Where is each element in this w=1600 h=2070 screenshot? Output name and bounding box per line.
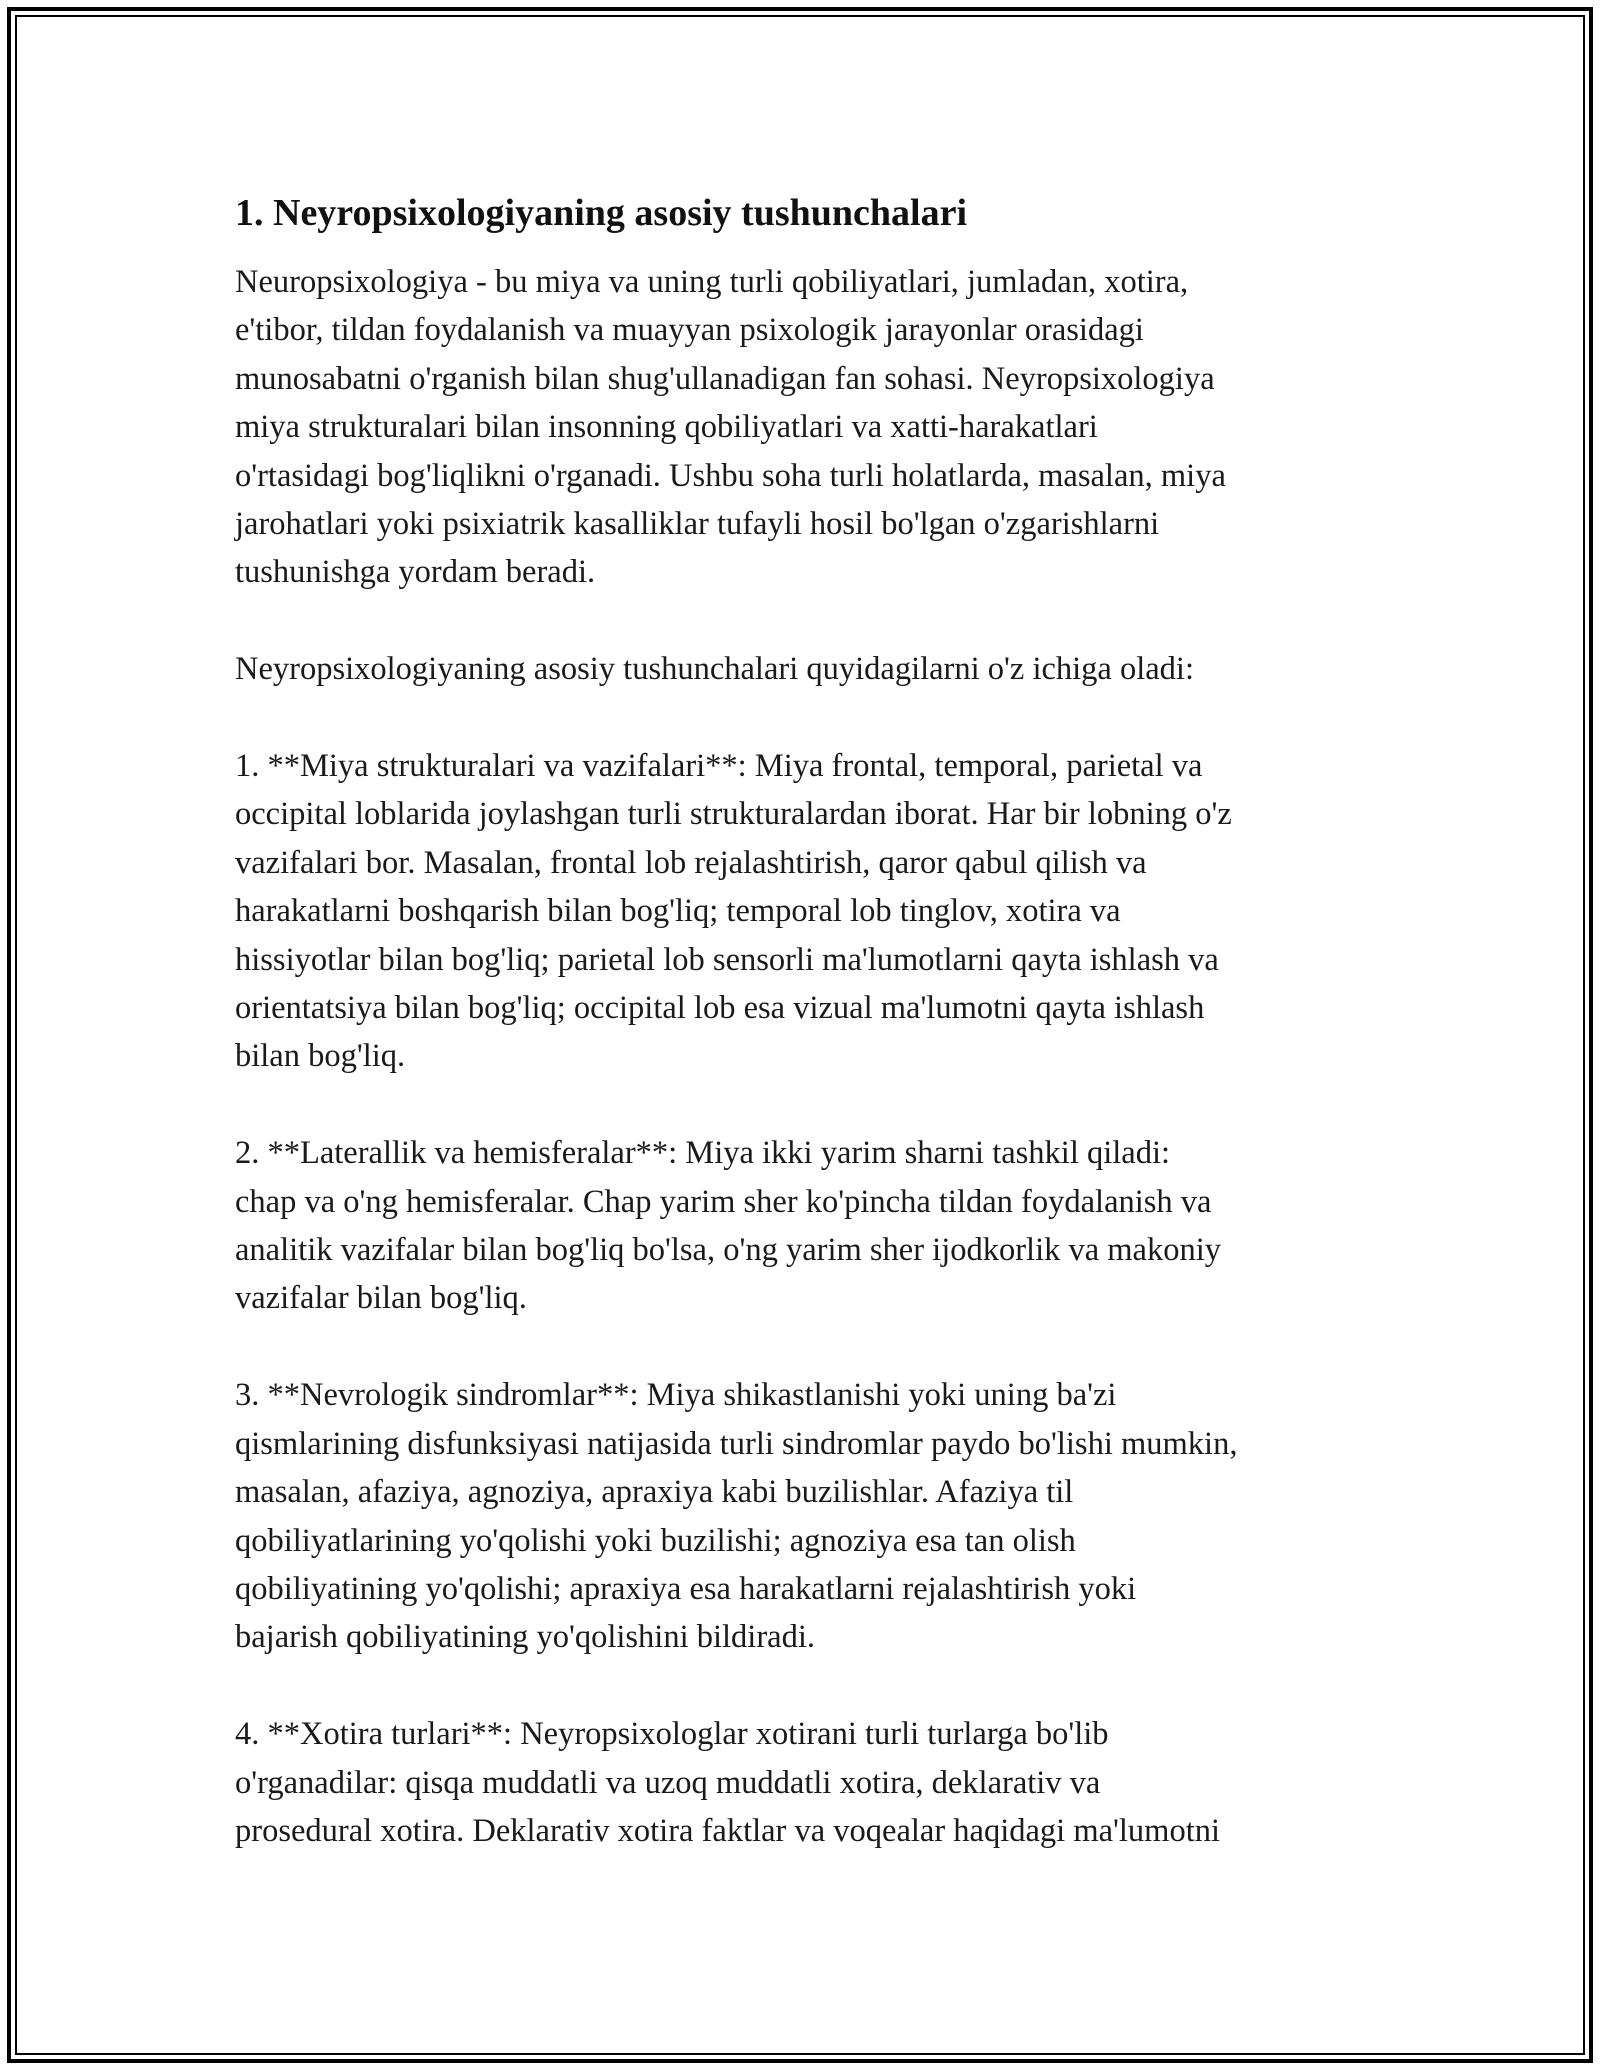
text-line: vazifalar bilan bog'liq.: [235, 1280, 527, 1317]
text-line: masalan, afaziya, agnoziya, apraxiya kabi buzilishlar. Afaziya til: [235, 1474, 1074, 1511]
document-title: 1. Neyropsixologiyaning asosiy tushunchalari: [235, 192, 968, 234]
paragraph: [235, 258, 1395, 597]
text-line: orientatsiya bilan bog'liq; occipital lob esa vizual ma'lumotni qayta ishlash: [235, 990, 1205, 1027]
text-line: qobiliyatlarining yo'qolishi yoki buzilishi; agnoziya esa tan olish: [235, 1522, 1076, 1559]
text-line: occipital loblarida joylashgan turli strukturalardan iborat. Har bir lobning o'z: [235, 796, 1232, 833]
paragraph: [235, 742, 1395, 1081]
text-line: qobiliyatining yo'qolishi; apraxiya esa harakatlarni rejalashtirish yoki: [235, 1570, 1137, 1607]
text-line: bilan bog'liq.: [235, 1038, 406, 1075]
text-line: 2. **Laterallik va hemisferalar**: Miya ikki yarim sharni tashkil qiladi:: [235, 1135, 1171, 1172]
text-line: o'rtasidagi bog'liqlikni o'rganadi. Ushbu soha turli holatlarda, masalan, miya: [235, 457, 1226, 494]
text-line: chap va o'ng hemisferalar. Chap yarim sher ko'pincha tildan foydalanish va: [235, 1183, 1212, 1220]
text-line: harakatlarni boshqarish bilan bog'liq; temporal lob tinglov, xotira va: [235, 893, 1121, 930]
text-line: vazifalari bor. Masalan, frontal lob rejalashtirish, qaror qabul qilish va: [235, 844, 1147, 881]
text-line: hissiyotlar bilan bog'liq; parietal lob sensorli ma'lumotlarni qayta ishlash va: [235, 941, 1219, 978]
text-line: Neyropsixologiyaning asosiy tushunchalari quyidagilarni o'z ichiga oladi:: [235, 651, 1194, 688]
text-line: 1. **Miya strukturalari va vazifalari**: Miya frontal, temporal, parietal va: [235, 748, 1203, 785]
text-line: 4. **Xotira turlari**: Neyropsixologlar xotirani turli turlarga bo'lib: [235, 1716, 1109, 1753]
text-line: 3. **Nevrologik sindromlar**: Miya shikastlanishi yoki uning ba'zi: [235, 1377, 1117, 1414]
paragraph: [235, 1129, 1395, 1323]
text-line: analitik vazifalar bilan bog'liq bo'lsa, o'ng yarim sher ijodkorlik va makoniy: [235, 1232, 1222, 1269]
text-line: munosabatni o'rganish bilan shug'ullanadigan fan sohasi. Neyropsixologiya: [235, 360, 1215, 397]
text-line: prosedural xotira. Deklarativ xotira faktlar va voqealar haqidagi ma'lumotni: [235, 1812, 1221, 1849]
text-line: bajarish qobiliyatining yo'qolishini bildiradi.: [235, 1619, 815, 1656]
paragraph: [235, 1710, 1395, 1855]
paragraph: [235, 645, 1395, 693]
text-line: jarohatlari yoki psixiatrik kasalliklar tufayli hosil bo'lgan o'zgarishlarni: [235, 506, 1160, 543]
paragraph: [235, 1371, 1395, 1661]
document-body: [235, 188, 1395, 1904]
text-line: miya strukturalari bilan insonning qobiliyatlari va xatti-harakatlari: [235, 409, 1098, 446]
text-line: Neuropsixologiya - bu miya va uning turli qobiliyatlari, jumladan, xotira,: [235, 264, 1189, 300]
text-line: e'tibor, tildan foydalanish va muayyan psixologik jarayonlar orasidagi: [235, 312, 1144, 349]
text-line: tushunishga yordam beradi.: [235, 554, 596, 591]
text-line: o'rganadilar: qisqa muddatli va uzoq muddatli xotira, deklarativ va: [235, 1764, 1101, 1801]
paragraph-list: [235, 258, 1395, 1855]
text-line: qismlarining disfunksiyasi natijasida turli sindromlar paydo bo'lishi mumkin,: [235, 1425, 1238, 1462]
